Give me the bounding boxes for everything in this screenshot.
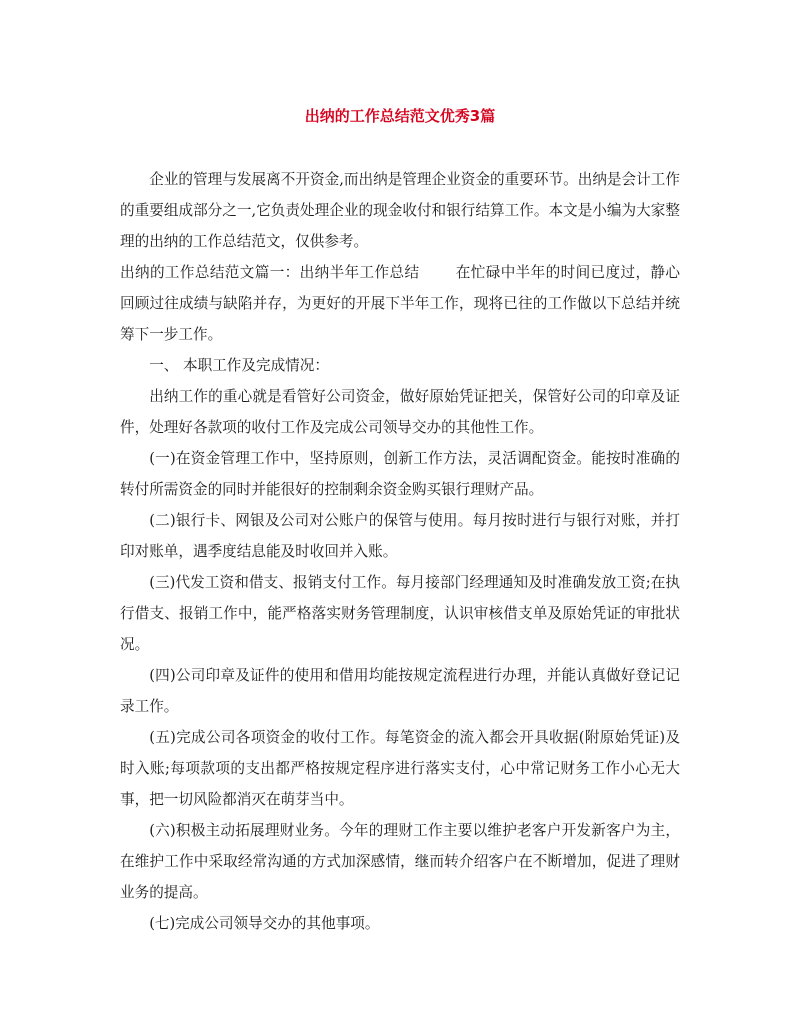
list-paragraph-3: (三)代发工资和借支、报销支付工作。每月接部门经理通知及时准确发放工资;在执行借支、报销工作中，能严格落实财务管理制度，认识审核借支单及原始凭证的审批状况。 — [120, 574, 680, 653]
intro-paragraph: 企业的管理与发展离不开资金,而出纳是管理企业资金的重要环节。出纳是会计工作的重要组成部分之一,它负责处理企业的现金收付和银行结算工作。本文是小编为大家整理的出纳的工作总结范文，仅供参考。 — [120, 171, 680, 250]
section-heading-paragraph — [120, 257, 680, 350]
body-paragraph: 出纳工作的重心就是看管好公司资金，做好原始凭证把关，保管好公司的印章及证件，处理好各款项的收付工作及完成公司领导交办的其他性工作。 — [120, 388, 680, 436]
list-paragraph-4: (四)公司印章及证件的使用和借用均能按规定流程进行办理，并能认真做好登记记录工作。 — [120, 667, 680, 715]
subheading-paragraph: 一、 本职工作及完成情况： — [149, 357, 329, 374]
list-paragraph-5: (五)完成公司各项资金的收付工作。每笔资金的流入都会开具收据(附原始凭证)及时入账;每项款项的支出都严格按规定程序进行落实支付，心中常记财务工作小心无大事，把一切风险都消灭在萌芽当中。 — [120, 729, 680, 808]
list-paragraph-6: (六)积极主动拓展理财业务。今年的理财工作主要以维护老客户开发新客户为主，在维护工作中采取经常沟通的方式加深感情，继而转介绍客户在不断增加，促进了理财业务的提高。 — [120, 822, 680, 901]
document-title: 出纳的工作总结范文优秀3篇 — [304, 107, 496, 125]
list-paragraph-7: (七)完成公司领导交办的其他事项。 — [149, 915, 380, 932]
section-intro: 在忙碌中半年的时间已度过，静心回顾过往成绩与缺陷并存，为更好的开展下半年工作，现将已往的工作做以下总结并统筹下一步工作。 — [120, 264, 680, 343]
list-paragraph-2: (二)银行卡、网银及公司对公账户的保管与使用。每月按时进行与银行对账，并打印对账单，遇季度结息能及时收回并入账。 — [120, 512, 680, 560]
list-paragraph-1: (一)在资金管理工作中，坚持原则，创新工作方法，灵活调配资金。能按时准确的转付所需资金的同时并能很好的控制剩余资金购买银行理财产品。 — [120, 450, 680, 498]
document-body — [120, 164, 680, 939]
section-heading: 出纳的工作总结范文篇一：出纳半年工作总结 — [120, 264, 420, 281]
